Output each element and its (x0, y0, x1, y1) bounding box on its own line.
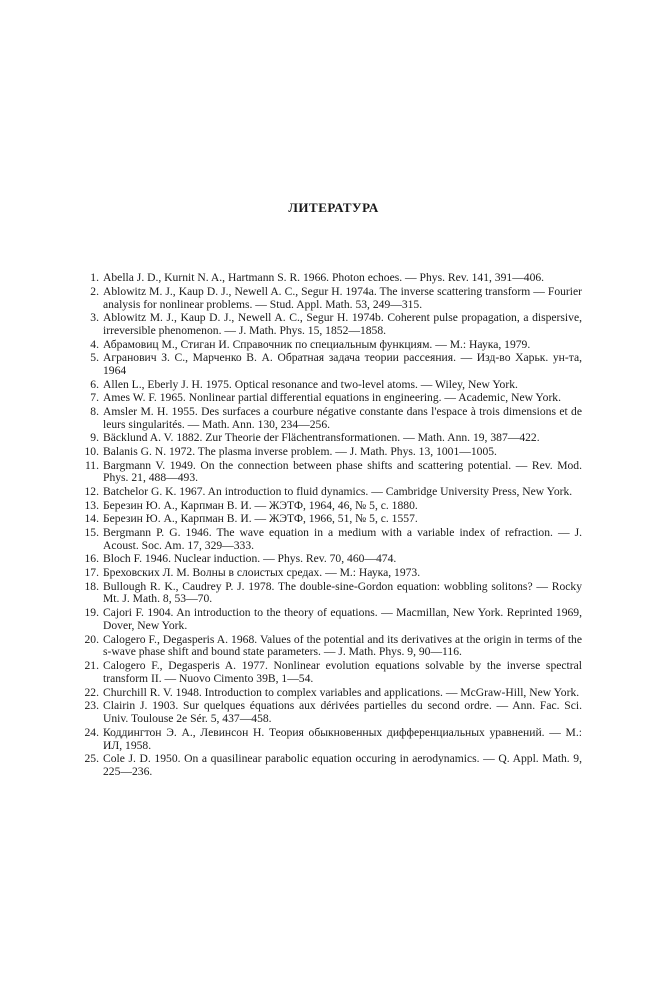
reference-text: Calogero F., Degasperis A. 1968. Values of the potential and its derivatives at the origin in terms of the s-wave phase shift and bound state parameters. — J. Math. Phys. 9, 90—116. (103, 632, 582, 659)
reference-item (84, 607, 582, 633)
reference-item (84, 486, 582, 499)
reference-number: 10. (84, 444, 99, 458)
reference-text: Ablowitz M. J., Kaup D. J., Newell A. C., Segur H. 1974b. Coherent pulse propagation, a dispersive, irreversible phenomenon. — J. Math. Phys. 15, 1852—1858. (103, 311, 582, 337)
reference-number: 17. (84, 565, 99, 579)
reference-text: Bargmann V. 1949. On the connection between phase shifts and scattering potential. — Rev. Mod. Phys. 21, 488—493. (103, 458, 582, 485)
reference-text: Clairin J. 1903. Sur quelques équations aux dérivées partielles du second ordre. — Ann. Fac. Sci. Univ. Toulouse 2e Sér. 5, 437—458. (103, 699, 582, 726)
reference-text: Абрамовиц М., Стиган И. Справочник по специальным функциям. — М.: Наука, 1979. (103, 337, 531, 351)
reference-number: 21. (84, 659, 99, 673)
reference-text: Balanis G. N. 1972. The plasma inverse problem. — J. Math. Phys. 13, 1001—1005. (103, 444, 497, 458)
reference-number: 16. (84, 552, 99, 566)
reference-item (84, 406, 582, 432)
reference-item (84, 527, 582, 553)
reference-item (84, 634, 582, 660)
reference-text: Ames W. F. 1965. Nonlinear partial differential equations in engineering. — Academic, New York. (103, 391, 562, 405)
page-title: ЛИТЕРАТУРА (288, 200, 379, 215)
reference-text: Коддингтон Э. А., Левинсон Н. Теория обыкновенных дифференциальных уравнений. — М.: ИЛ, 1958. (103, 725, 582, 752)
reference-item (84, 432, 582, 445)
reference-number: 18. (84, 579, 99, 593)
reference-text: Bäcklund A. V. 1882. Zur Theorie der Flächentransformationen. — Math. Ann. 19, 387—422. (103, 431, 540, 445)
reference-item (84, 513, 582, 526)
reference-text: Cajori F. 1904. An introduction to the theory of equations. — Macmillan, New York. Reprinted 1969, Dover, New York. (103, 606, 582, 632)
reference-item (84, 339, 582, 352)
reference-text: Bloch F. 1946. Nuclear induction. — Phys. Rev. 70, 460—474. (103, 552, 397, 566)
reference-item (84, 312, 582, 338)
reference-number: 23. (84, 699, 99, 713)
reference-number: 7. (90, 391, 99, 405)
reference-number: 25. (84, 752, 99, 766)
reference-list (84, 272, 582, 780)
reference-item (84, 500, 582, 513)
reference-number: 14. (84, 512, 99, 526)
reference-text: Calogero F., Degasperis A. 1977. Nonlinear evolution equations solvable by the inverse spectral transform II. — Nuovo Cimento 39B, 1—54. (103, 659, 582, 685)
reference-text: Ablowitz M. J., Kaup D. J., Newell A. C., Segur H. 1974a. The inverse scattering transform — Fourier analysis for nonlinear problems. — Stud. Appl. Math. 53, 249—315. (103, 284, 582, 311)
reference-text: Березин Ю. А., Карпман В. И. — ЖЭТФ, 1966, 51, № 5, с. 1557. (103, 512, 418, 526)
reference-item (84, 446, 582, 459)
reference-number: 19. (84, 606, 99, 620)
reference-number: 24. (84, 725, 99, 739)
reference-text: Бреховских Л. М. Волны в слоистых средах. — М.: Наука, 1973. (103, 565, 421, 579)
reference-item (84, 700, 582, 726)
reference-number: 8. (90, 404, 99, 418)
reference-number: 15. (84, 525, 99, 539)
reference-text: Amsler M. H. 1955. Des surfaces a courbure négative constante dans l'espace à trois dimensions et de leurs singularités. — Math. Ann. 130, 234—256. (103, 404, 582, 431)
reference-item (84, 460, 582, 486)
reference-text: Allen L., Eberly J. H. 1975. Optical resonance and two-level atoms. — Wiley, New York. (103, 377, 518, 391)
reference-number: 22. (84, 685, 99, 699)
reference-text: Bergmann P. G. 1946. The wave equation in a medium with a variable index of refraction. — J. Acoust. Soc. Am. 17, 329—333. (103, 525, 582, 552)
reference-item (84, 727, 582, 753)
reference-number: 1. (90, 271, 99, 284)
reference-item (84, 581, 582, 607)
reference-number: 6. (90, 377, 99, 391)
reference-number: 20. (84, 632, 99, 646)
reference-text: Churchill R. V. 1948. Introduction to complex variables and applications. — McGraw-Hill, New York. (103, 685, 580, 699)
reference-number: 5. (90, 351, 99, 365)
reference-text: Cole J. D. 1950. On a quasilinear parabolic equation occuring in aerodynamics. — Q. Appl. Math. 9, 225—236. (103, 752, 582, 779)
reference-text: Bullough R. K., Caudrey P. J. 1978. The double-sine-Gordon equation: wobbling solitons? — Rocky Mt. J. Math. 8, 53—70. (103, 579, 582, 606)
reference-item (84, 392, 582, 405)
reference-text: Агранович З. С., Марченко В. А. Обратная задача теории рассеяния. — Изд-во Харьк. ун-та, 1964 (103, 351, 582, 378)
reference-item (84, 272, 582, 285)
reference-item (84, 567, 582, 580)
reference-number: 11. (84, 458, 99, 472)
reference-item (84, 286, 582, 312)
reference-item (84, 753, 582, 779)
reference-text: Abella J. D., Kurnit N. A., Hartmann S. R. 1966. Photon echoes. — Phys. Rev. 141, 391—406. (103, 271, 545, 284)
reference-number: 9. (90, 431, 99, 445)
reference-number: 13. (84, 498, 99, 512)
reference-number: 12. (84, 485, 99, 499)
reference-item (84, 660, 582, 686)
reference-item (84, 352, 582, 378)
reference-item (84, 553, 582, 566)
reference-number: 2. (90, 284, 99, 298)
reference-item (84, 687, 582, 700)
reference-text: Batchelor G. K. 1967. An introduction to fluid dynamics. — Cambridge University Press, New York. (103, 485, 573, 499)
reference-number: 3. (90, 311, 99, 325)
reference-text: Березин Ю. А., Карпман В. И. — ЖЭТФ, 1964, 46, № 5, с. 1880. (103, 498, 418, 512)
reference-item (84, 379, 582, 392)
reference-number: 4. (90, 337, 99, 351)
